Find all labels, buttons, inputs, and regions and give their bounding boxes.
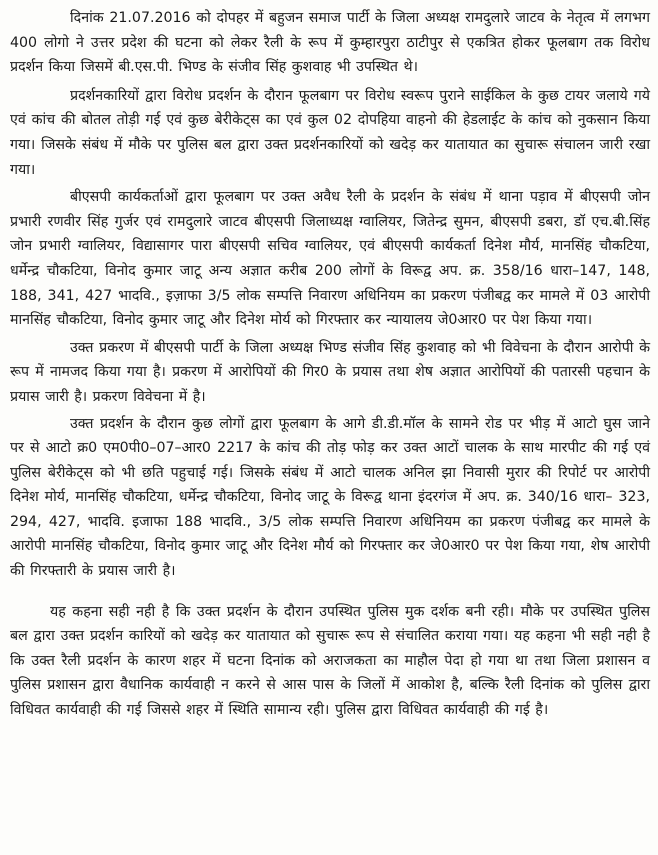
paragraph-police-response: यह कहना सही नही है कि उक्त प्रदर्शन के दौरान उपस्थित पुलिस मुक दर्शक बनी रही। मौके पर उपस्थित पुलिस बल द्वारा उक्त प्रदर्शन कारियों को खदेड़ कर यातायात को सुचारू रूप से संचालित कराया गया। यह कहना भी सही नही है कि उक्त रैली प्रदर्शन के कारण शहर में घटना दिनांक को अराजकता का माहौल पेदा हो गया था तथा जिला प्रशासन व पुलिस प्रशासन द्वारा वैधानिक कार्यवाही न करने से आस पास के जिलों में आकोश है, बल्कि रैली दिनांक को पुलिस द्वारा विधिवत कार्यवाही की गई जिससे शहर में स्थिति सामान्य रही। पुलिस द्वारा विधिवत कार्यवाही की गई है। bbox=[10, 603, 650, 719]
paragraph-case-registration-padav: बीएसपी कार्यकर्ताओं द्वारा फूलबाग पर उक्त अवैध रैली के प्रदर्शन के संबंध में थाना पड़ाव में बीएसपी जोन प्रभारी रणवीर सिंह गुर्जर एवं रामदुलारे जाटव बीएसपी जिलाध्यक्ष ग्वालियर, जितेन्द्र सुमन, बीएसपी डबरा, डॉ एच.बी.सिंह जोन प्रभारी ग्वालियर, विद्यासागर पारा बीएसपी सचिव ग्वालियर, एवं बीएसपी कार्यकर्ता दिनेश मौर्य, मानसिंह चौकटिया, धर्मेन्द्र चौकटिया, विनोद कुमार जाटू अन्य अज्ञात करीब 200 लोगों के विरूद्व अप. क्र. 358/16 धारा–147, 148, 188, 341, 427 भादवि., इज़ाफा 3/5 लोक सम्पत्ति निवारण अधिनियम का प्रकरण पंजीबद्व कर मामले में 03 आरोपी मानसिंह चौकटिया, विनोद कुमार जाटू और दिनेश मोर्य को गिरफ्तार कर न्यायालय जे0आर0 पर पेश किया गया। bbox=[10, 189, 650, 329]
paragraph-auto-incident-indarganj: उक्त प्रदर्शन के दौरान कुछ लोगों द्वारा फूलबाग के आगे डी.डी.मॉल के सामने रोड पर भीड़ में आटो घुस जाने पर से आटो क्र0 एम0पी0–07–आर0 2217 के कांच की तोड़ फोड़ कर उक्त आटों चालक के साथ मारपीट की गई एवं पुलिस बेरीकेट्स को भी छति पहुचाई गई। जिसके संबंध में आटो चालक अनिल झा निवासी मुरार की रिपोर्ट पर आरोपी दिनेश मोर्य, मानसिंह चौकटिया, धर्मेन्द्र चौकटिया, विनोद जाटू के विरूद्व थाना इंदरगंज में अप. क्र. 340/16 धारा– 323, 294, 427, भादवि. इजाफा 188 भादवि., 3/5 लोक सम्पत्ति निवारण अधिनियम का प्रकरण पंजीबद्व कर मामले के आरोपी मानसिंह चौकटिया, विनोद कुमार जाटू और दिनेश मौर्य को गिरफ्तार कर जे0आर0 पर पेश किया गया, शेष आरोपी की गिरफ्तारी के प्रयास जारी है। bbox=[10, 415, 650, 580]
paragraph-protest-damage: प्रदर्शनकारियों द्वारा विरोध प्रदर्शन के दौरान फूलबाग पर विरोध स्वरूप पुराने साईकिल के कुछ टायर जलाये गये एवं कांच की बोतल तोड़ी गई एवं कुछ बेरीकेट्स का एवं कुल 02 दोपहिया वाहनो की हेडलाईट के कांच को नुकसान किया गया। जिसके संबंध में मौके पर पुलिस बल द्वारा उक्त प्रदर्शनकारियों को खदेड़ कर यातायात का सुचारू संचालन जारी रखा गया। bbox=[10, 87, 650, 178]
paragraph-rally-summary: दिनांक 21.07.2016 को दोपहर में बहुजन समाज पार्टी के जिला अध्यक्ष रामदुलारे जाटव के नेतृत्व में लगभग 400 लोगो ने उत्तर प्रदेश की घटना को लेकर रैली के रूप में कुम्हारपुरा ठाटीपुर से एकत्रित होकर फूलबाग तक विरोध प्रदर्शन किया जिसमें बी.एस.पी. भिण्ड के संजीव सिंह कुशवाह भी उपस्थित थे। bbox=[10, 10, 650, 76]
paragraph-investigation-status: उक्त प्रकरण में बीएसपी पार्टी के जिला अध्यक्ष भिण्ड संजीव सिंह कुशवाह को भी विवेचना के दौरान आरोपी के रूप में नामजद किया गया है। प्रकरण में आरोपियों की गिर0 के प्रयास तथा शेष अज्ञात आरोपियों की पतारसी पहचान के प्रयास जारी है। प्रकरण विवेचना में है। bbox=[10, 339, 650, 405]
